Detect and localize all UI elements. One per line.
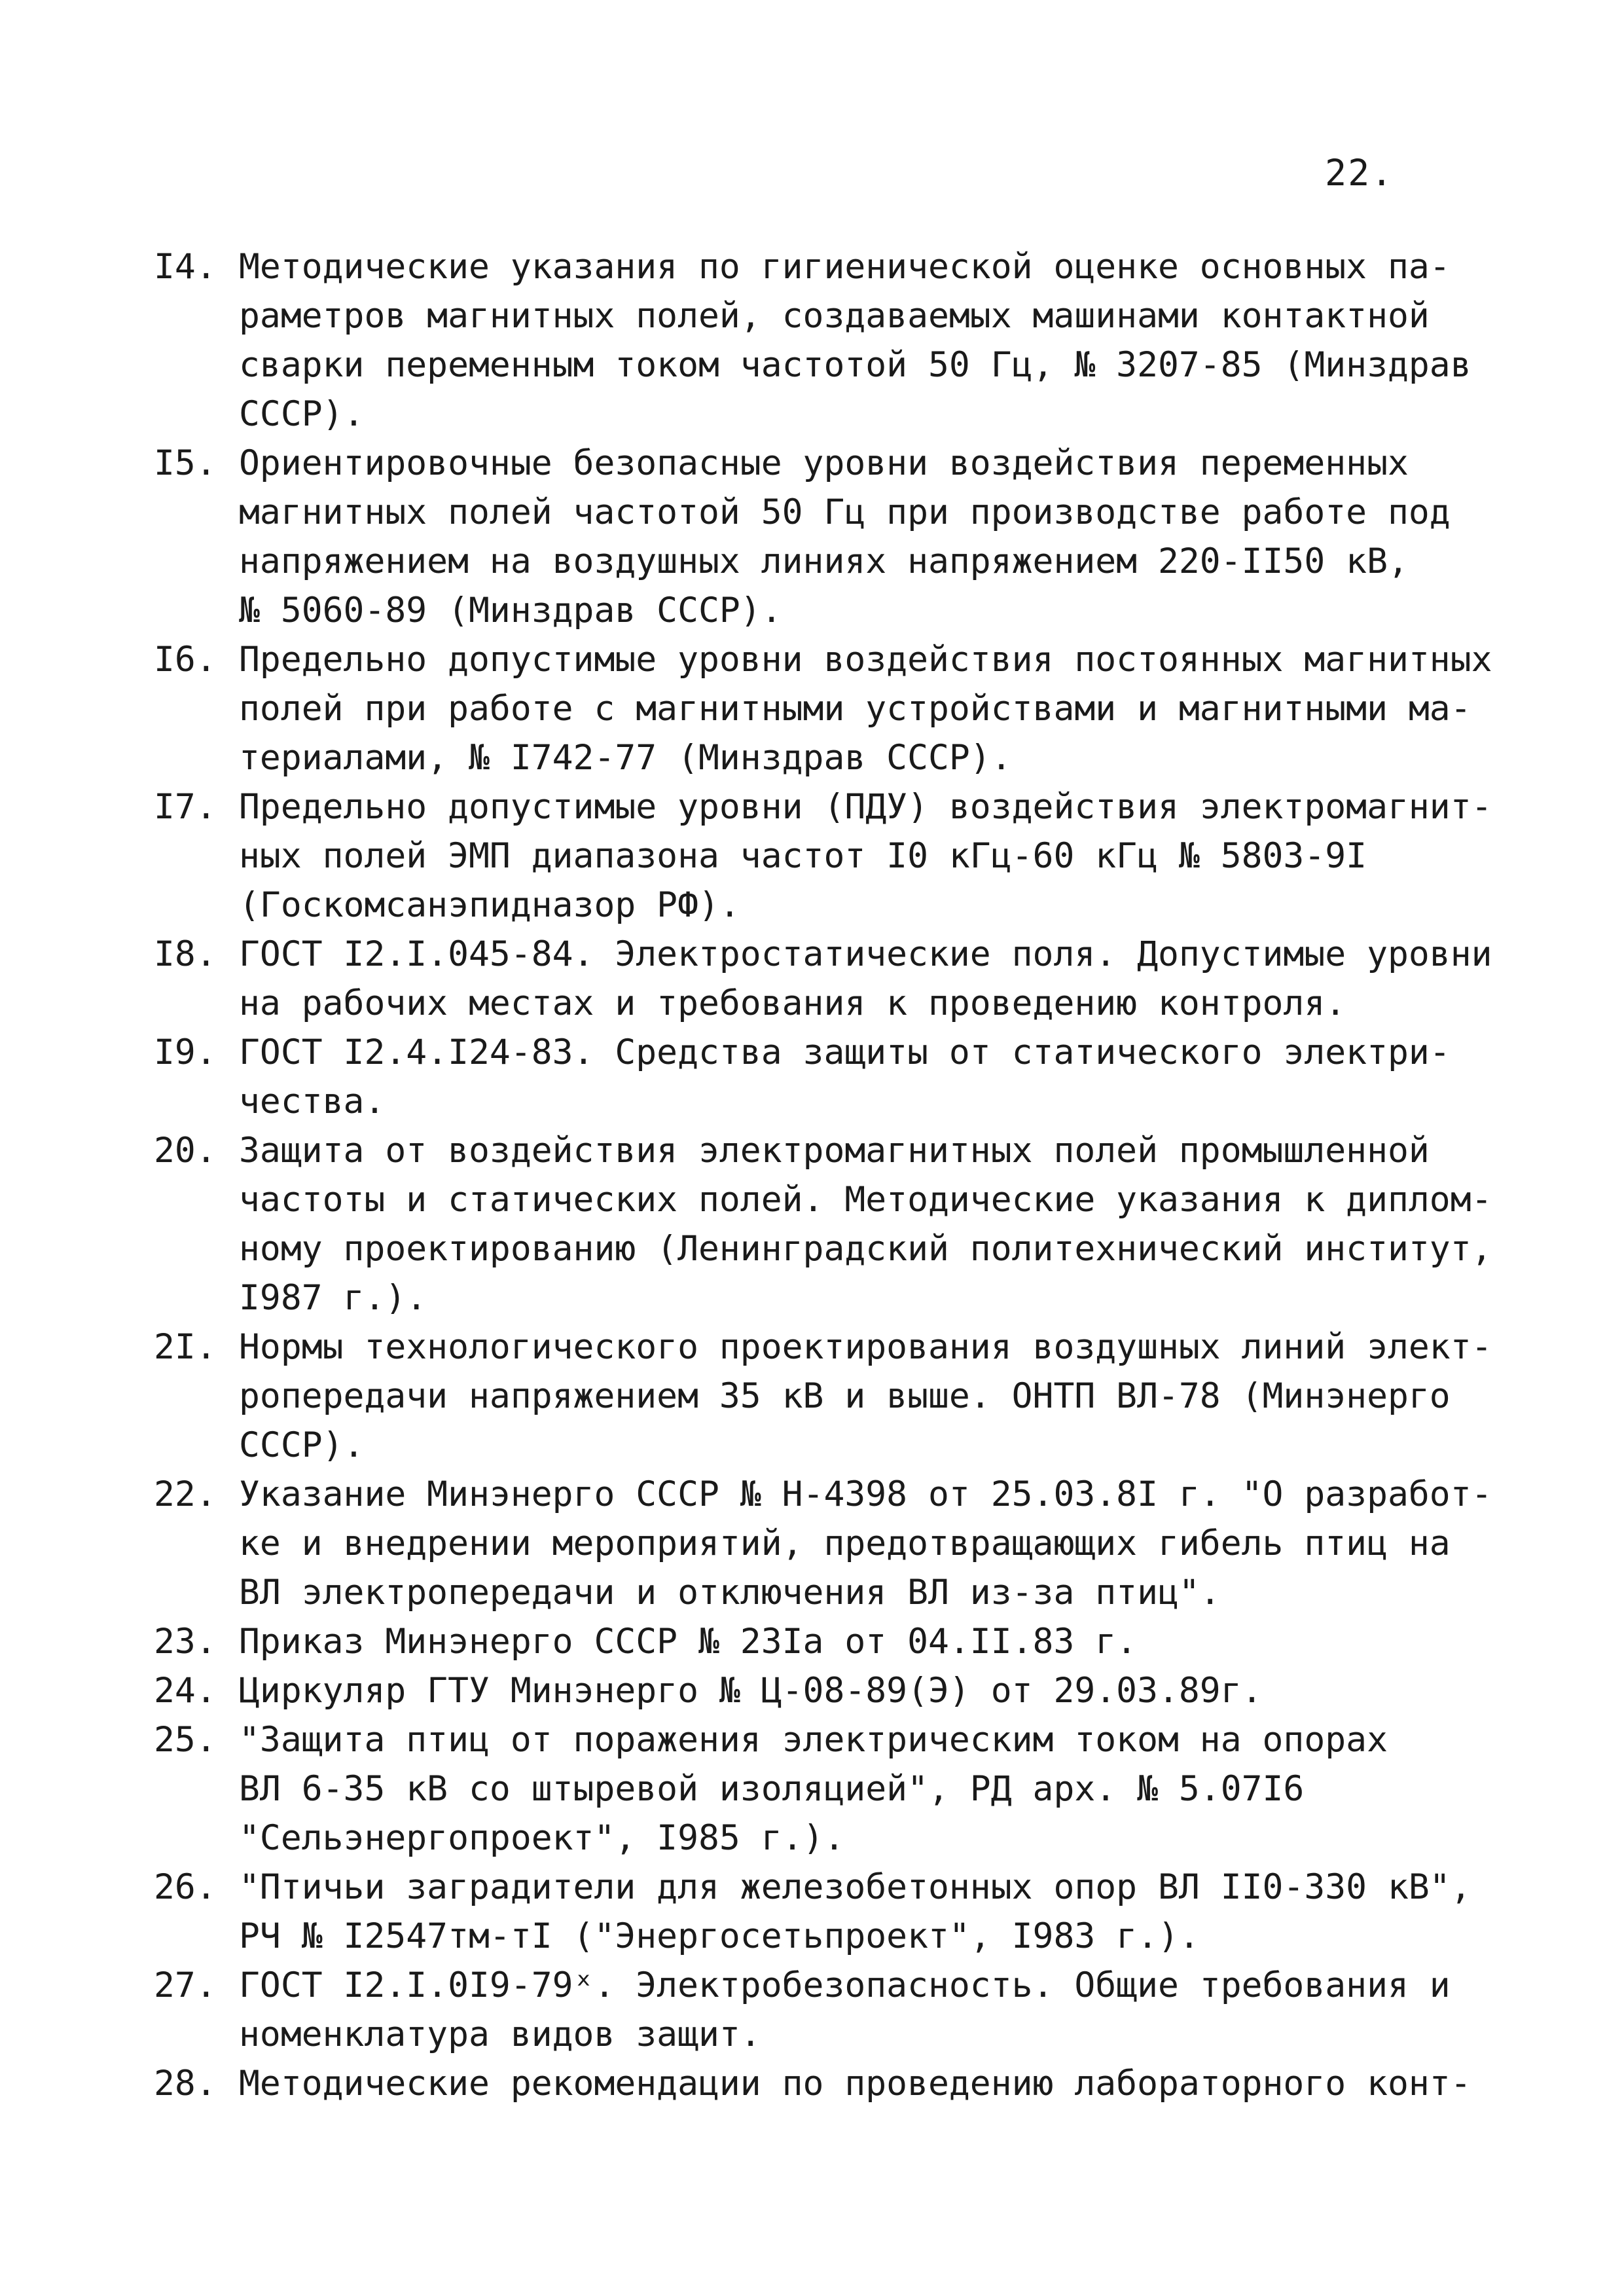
reference-number: 24.: [154, 1671, 217, 1711]
reference-line: номенклатура видов защит.: [239, 2014, 761, 2054]
reference-number: 28.: [154, 2064, 217, 2104]
reference-text: [239, 1863, 1496, 1961]
reference-item: [154, 1028, 1496, 1126]
reference-line: ному проектированию (Ленинградский политехнический институт,: [239, 1229, 1492, 1269]
reference-text: [239, 1126, 1496, 1322]
reference-line: "Защита птиц от поражения электрическим током на опорах: [239, 1720, 1388, 1760]
reference-item: [154, 930, 1496, 1028]
reference-line: Предельно допустимые уровни воздействия постоянных магнитных: [239, 640, 1492, 680]
reference-text: [239, 1028, 1496, 1126]
reference-item: [154, 1715, 1496, 1863]
reference-number: I5.: [154, 443, 217, 483]
reference-item: [154, 1470, 1496, 1617]
reference-line: № 5060-89 (Минздрав СССР).: [239, 591, 782, 630]
reference-number: I4.: [154, 247, 217, 287]
reference-text: [239, 782, 1496, 930]
reference-line: Методические указания по гигиенической оценке основных па-: [239, 247, 1451, 287]
reference-line: I987 г.).: [239, 1278, 427, 1318]
reference-text: [239, 1470, 1496, 1617]
reference-text: [239, 1715, 1496, 1863]
reference-line: Методические рекомендации по проведению лабораторного конт-: [239, 2064, 1471, 2104]
reference-line: СССР).: [239, 1425, 365, 1465]
reference-line: магнитных полей частотой 50 Гц при производстве работе под: [239, 492, 1451, 532]
reference-line: "Сельэнергопроект", I985 г.).: [239, 1818, 845, 1858]
reference-line: (Госкомсанэпидназор РФ).: [239, 885, 740, 925]
reference-line: ГОСТ I2.I.045-84. Электростатические поля. Допустимые уровни: [239, 934, 1492, 974]
reference-text: [239, 439, 1496, 635]
reference-line: Ориентировочные безопасные уровни воздействия переменных: [239, 443, 1409, 483]
reference-text: [239, 242, 1496, 439]
reference-number: I9.: [154, 1032, 217, 1072]
reference-number: 25.: [154, 1720, 217, 1760]
reference-line: териалами, № I742-77 (Минздрав СССР).: [239, 738, 1012, 778]
reference-line: полей при работе с магнитными устройствами и магнитными ма-: [239, 689, 1471, 729]
reference-line: ВЛ 6-35 кВ со штыревой изоляцией", РД арх. № 5.07I6: [239, 1769, 1305, 1809]
reference-number: 23.: [154, 1622, 217, 1662]
reference-number: 2I.: [154, 1327, 217, 1367]
reference-line: ГОСТ I2.4.I24-83. Средства защиты от статического электри-: [239, 1032, 1451, 1072]
reference-item: [154, 242, 1496, 439]
reference-line: ГОСТ I2.I.0I9-79ˣ. Электробезопасность. Общие требования и: [239, 1965, 1451, 2005]
reference-line: Нормы технологического проектирования воздушных линий элект-: [239, 1327, 1492, 1367]
reference-text: [239, 1666, 1496, 1715]
reference-text: [239, 635, 1496, 782]
reference-line: Указание Минэнерго СССР № Н-4398 от 25.03.8I г. "О разработ-: [239, 1474, 1492, 1514]
reference-number: I7.: [154, 787, 217, 827]
reference-line: на рабочих местах и требования к проведению контроля.: [239, 983, 1346, 1023]
reference-line: СССР).: [239, 394, 365, 434]
reference-number: 26.: [154, 1867, 217, 1907]
reference-line: напряжением на воздушных линиях напряжением 220-II50 кВ,: [239, 541, 1409, 581]
reference-line: Приказ Минэнерго СССР № 23Iа от 04.II.83 г.: [239, 1622, 1138, 1662]
reference-line: Защита от воздействия электромагнитных полей промышленной: [239, 1131, 1430, 1171]
reference-line: чества.: [239, 1082, 386, 1121]
reference-item: [154, 1322, 1496, 1470]
reference-line: "Птичьи заградители для железобетонных опор ВЛ II0-330 кВ",: [239, 1867, 1471, 1907]
reference-item: [154, 1126, 1496, 1322]
reference-item: [154, 2059, 1496, 2108]
reference-line: Предельно допустимые уровни (ПДУ) воздействия электромагнит-: [239, 787, 1492, 827]
reference-item: [154, 1617, 1496, 1666]
reference-text: [239, 1961, 1496, 2059]
reference-line: ке и внедрении мероприятий, предотвращающих гибель птиц на: [239, 1523, 1451, 1563]
reference-item: [154, 782, 1496, 930]
reference-item: [154, 1961, 1496, 2059]
reference-line: РЧ № I2547тм-тI ("Энергосетьпроект", I983 г.).: [239, 1916, 1200, 1956]
reference-number: 20.: [154, 1131, 217, 1171]
reference-number: 27.: [154, 1965, 217, 2005]
reference-number: I6.: [154, 640, 217, 680]
reference-line: ВЛ электропередачи и отключения ВЛ из-за птиц".: [239, 1573, 1221, 1613]
reference-text: [239, 2059, 1496, 2108]
reference-line: частоты и статических полей. Методические указания к диплом-: [239, 1180, 1492, 1220]
reference-line: сварки переменным током частотой 50 Гц, № 3207-85 (Минздрав: [239, 345, 1471, 385]
reference-item: [154, 439, 1496, 635]
reference-text: [239, 930, 1496, 1028]
reference-number: I8.: [154, 934, 217, 974]
reference-item: [154, 1863, 1496, 1961]
reference-list: [154, 242, 1496, 2108]
reference-text: [239, 1617, 1496, 1666]
reference-line: ропередачи напряжением 35 кВ и выше. ОНТП ВЛ-78 (Минэнерго: [239, 1376, 1451, 1416]
reference-item: [154, 1666, 1496, 1715]
reference-text: [239, 1322, 1496, 1470]
reference-line: Циркуляр ГТУ Минэнерго № Ц-08-89(Э) от 29.03.89г.: [239, 1671, 1263, 1711]
page-number: 22.: [1325, 152, 1394, 194]
reference-item: [154, 635, 1496, 782]
reference-line: ных полей ЭМП диапазона частот I0 кГц-60 кГц № 5803-9I: [239, 836, 1367, 876]
reference-line: раметров магнитных полей, создаваемых машинами контактной: [239, 296, 1430, 336]
reference-number: 22.: [154, 1474, 217, 1514]
